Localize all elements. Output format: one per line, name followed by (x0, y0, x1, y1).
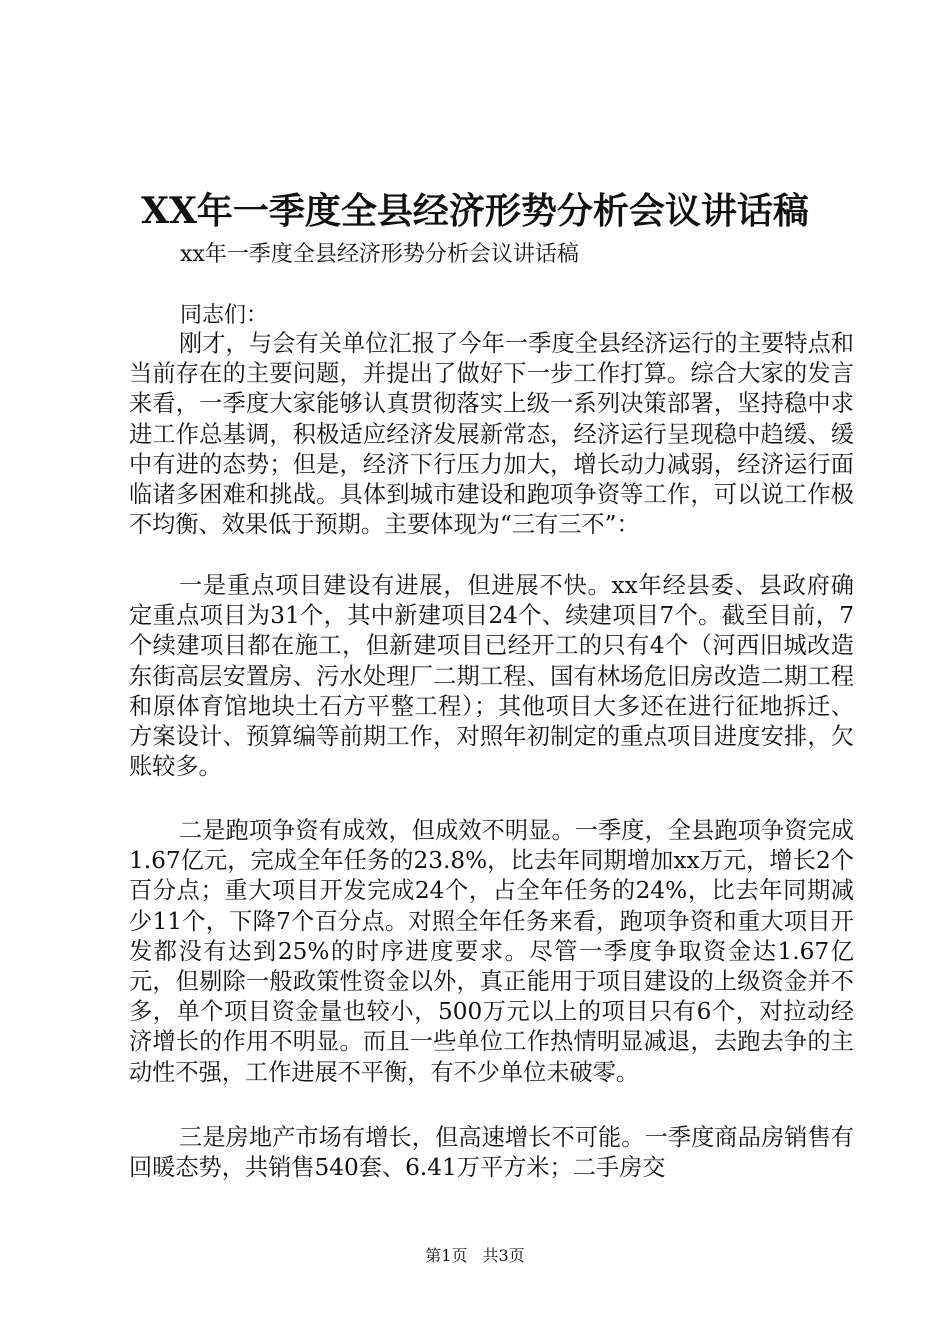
paragraph-4: 三是房地产市场有增长，但高速增长不可能。一季度商品房销售有回暖态势，共销售540套、6.41万平方米；二手房交 (129, 1124, 854, 1182)
salutation: 同志们： (180, 303, 269, 328)
paragraph-3: 二是跑项争资有成效，但成效不明显。一季度，全县跑项争资完成1.67亿元，完成全年任务的23.8%，比去年同期增加xx万元，增长2个百分点；重大项目开发完成24个，占全年任务的24%，比去年同期减少11个，下降7个百分点。对照全年任务来看，跑项争资和重大项目开发都没有达到25%的时序进度要求。尽管一季度争取资金达1.67亿元，但剔除一般政策性资金以外，真正能用于项目建设的上级资金并不多，单个项目资金量也较小，500万元以上的项目只有6个，对拉动经济增长的作用不明显。而且一些单位工作热情明显减退，去跑去争的主动性不强，工作进展不平衡，有不少单位未破零。 (129, 817, 854, 1086)
document-title: XX年一季度全县经济形势分析会议讲话稿 (141, 190, 809, 232)
page-footer (0, 1245, 950, 1267)
paragraph-1: 刚才，与会有关单位汇报了今年一季度全县经济运行的主要特点和当前存在的主要问题，并提出了做好下一步工作打算。综合大家的发言来看，一季度大家能够认真贯彻落实上级一系列决策部署，坚持稳中求进工作总基调，积极适应经济发展新常态，经济运行呈现稳中趋缓、缓中有进的态势；但是，经济下行压力加大，增长动力减弱，经济运行面临诸多困难和挑战。具体到城市建设和跑项争资等工作，可以说工作极不均衡、效果低于预期。主要体现为“三有三不”： (129, 330, 854, 539)
paragraph-2: 一是重点项目建设有进展，但进展不快。xx年经县委、县政府确定重点项目为31个，其中新建项目24个、续建项目7个。截至目前，7个续建项目都在施工，但新建项目已经开工的只有4个（河西旧城改造东街高层安置房、污水处理厂二期工程、国有林场危旧房改造二期工程和原体育馆地块土石方平整工程）；其他项目大多还在进行征地拆迁、方案设计、预算编等前期工作，对照年初制定的重点项目进度安排，欠账较多。 (129, 572, 854, 781)
page-total: 共3页 (482, 1246, 525, 1265)
document-subtitle: xx年一季度全县经济形势分析会议讲话稿 (180, 242, 579, 267)
page-number: 第1页 (425, 1246, 468, 1265)
